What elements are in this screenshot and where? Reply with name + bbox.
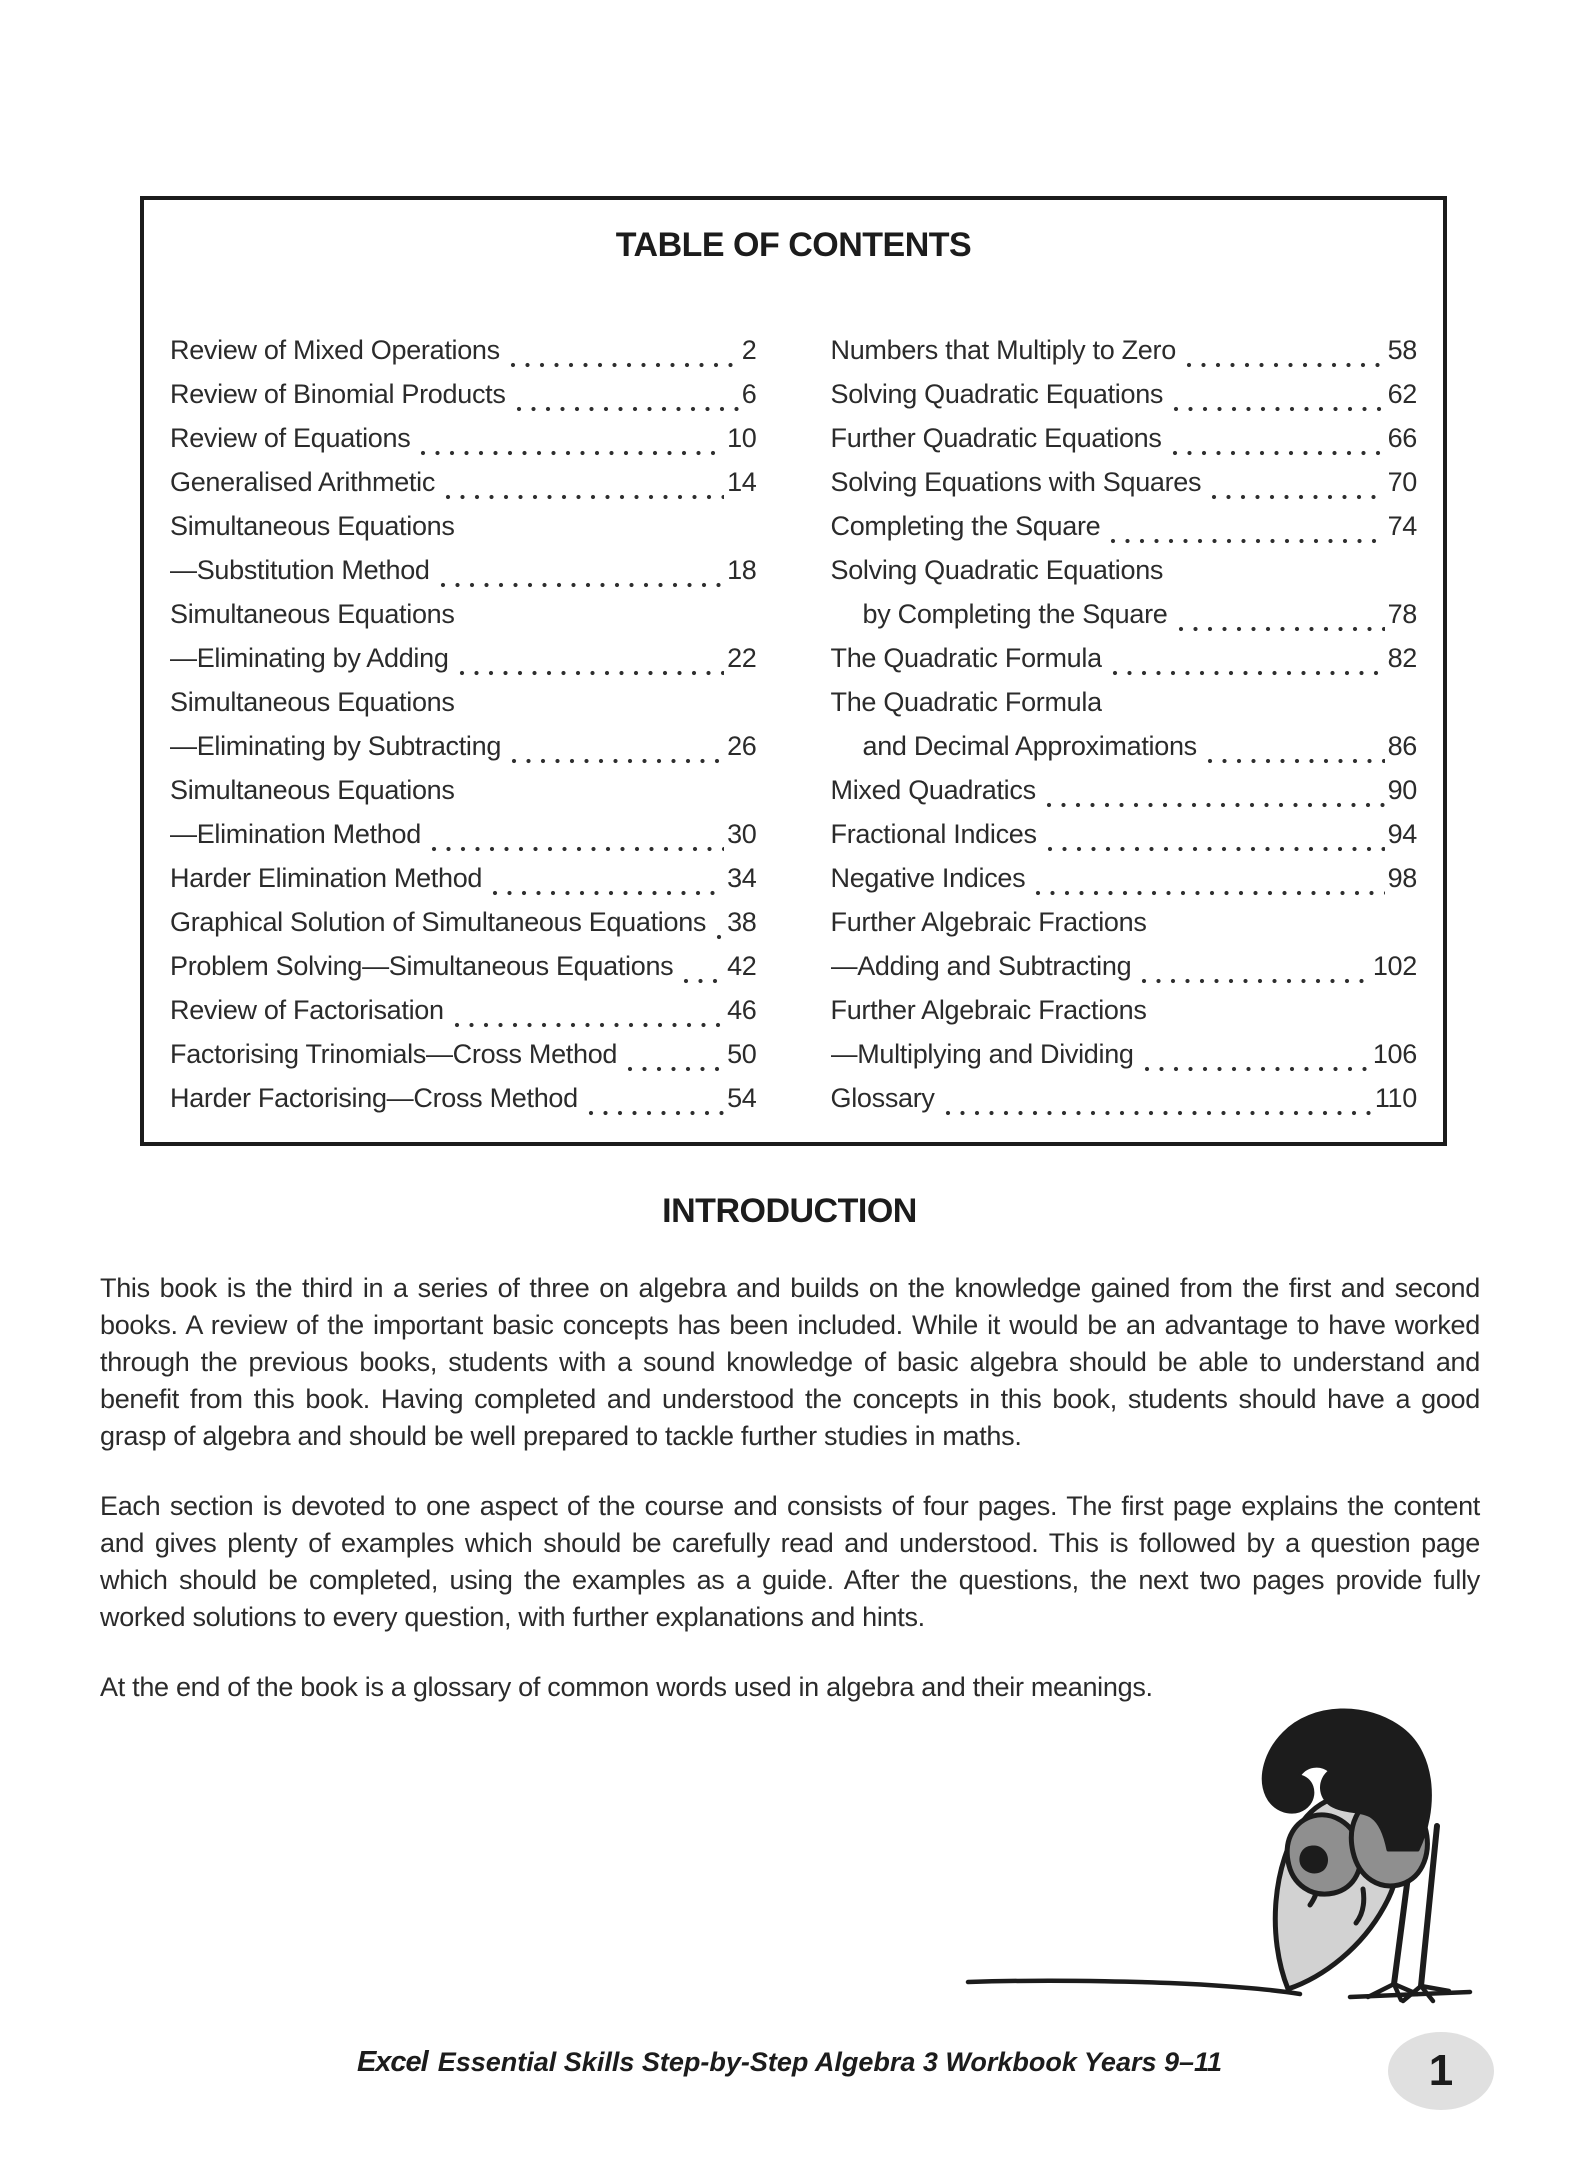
- introduction-paragraphs: [100, 1270, 1480, 1739]
- toc-entry-page: 22: [727, 643, 757, 673]
- toc-entry-page: 78: [1387, 599, 1417, 629]
- toc-entry: [170, 731, 757, 775]
- toc-entry: [170, 599, 757, 643]
- toc-entry-title: Harder Factorising—Cross Method: [170, 1083, 578, 1113]
- toc-entry-title: Problem Solving—Simultaneous Equations: [170, 951, 674, 981]
- toc-entry-title: Simultaneous Equations: [170, 687, 455, 717]
- toc-entry-title: Further Algebraic Fractions: [830, 907, 1147, 937]
- toc-entry-page: 66: [1387, 423, 1417, 453]
- toc-entry-page: 74: [1387, 511, 1417, 541]
- toc-leader-dots: [623, 1039, 724, 1083]
- toc-leader-dots: [1140, 1039, 1370, 1083]
- introduction-paragraph: Each section is devoted to one aspect of the course and consists of four pages. The first page explains the content and gives plenty of examples which should be carefully read and understood. This is followed by a question page which should be completed, using the examples as a guide. After the questions, the next two pages provide fully worked solutions to every question, with further explanations and hints.: [100, 1491, 1480, 1632]
- toc-entry-page: 98: [1387, 863, 1417, 893]
- toc-entry: [831, 379, 1418, 423]
- toc-leader-dots: [1031, 863, 1384, 907]
- toc-entry-title: —Adding and Subtracting: [830, 951, 1132, 981]
- toc-leader-dots: [1203, 731, 1385, 775]
- toc-entry-page: 54: [727, 1083, 757, 1113]
- toc-entry: [170, 643, 757, 687]
- toc-entry: [170, 1083, 757, 1127]
- toc-entry-page: 110: [1374, 1083, 1417, 1113]
- toc-column-right: [831, 335, 1418, 1127]
- toc-entry-page: 50: [727, 1039, 757, 1069]
- toc-entry-page: 34: [727, 863, 757, 893]
- toc-entry: [170, 819, 757, 863]
- introduction-paragraph: At the end of the book is a glossary of common words used in algebra and their meanings.: [100, 1672, 1153, 1702]
- toc-entry-title: Review of Equations: [170, 423, 411, 453]
- toc-entry-page: 46: [727, 995, 757, 1025]
- toc-entry-title: Simultaneous Equations: [170, 775, 455, 805]
- toc-leader-dots: [1106, 511, 1384, 555]
- toc-leader-dots: [1168, 423, 1385, 467]
- toc-leader-dots: [506, 335, 739, 379]
- toc-leader-dots: [455, 643, 725, 687]
- toc-entry-page: 10: [727, 423, 757, 453]
- toc-entry-page: 106: [1372, 1039, 1417, 1069]
- toc-title: TABLE OF CONTENTS: [615, 226, 972, 264]
- toc-entry: [831, 819, 1418, 863]
- toc-entry-page: 38: [727, 907, 757, 937]
- toc-entry: [831, 335, 1418, 379]
- toc-entry: [170, 775, 757, 819]
- toc-entry-title: Further Algebraic Fractions: [830, 995, 1147, 1025]
- toc-entry-title: —Multiplying and Dividing: [830, 1039, 1134, 1069]
- toc-leader-dots: [1207, 467, 1384, 511]
- toc-entry: [831, 423, 1418, 467]
- toc-entry-title: Solving Quadratic Equations: [830, 379, 1164, 409]
- toc-entry-page: 42: [727, 951, 757, 981]
- toc-leader-dots: [427, 819, 724, 863]
- toc-entry-title: Simultaneous Equations: [170, 599, 455, 629]
- toc-entry: [831, 643, 1418, 687]
- toc-entry: [170, 907, 757, 951]
- toc-entry-page: 18: [727, 555, 757, 585]
- toc-leader-dots: [1169, 379, 1384, 423]
- toc-entry-title: and Decimal Approximations: [862, 731, 1197, 761]
- toc-entry-page: 90: [1387, 775, 1417, 805]
- toc-entry-title: Glossary: [830, 1083, 935, 1113]
- toc-entry-title: The Quadratic Formula: [830, 687, 1102, 717]
- toc-leader-dots: [1043, 819, 1385, 863]
- toc-entry-title: Review of Mixed Operations: [170, 335, 500, 365]
- toc-entry-title: Review of Binomial Products: [170, 379, 506, 409]
- toc-entry-title: Mixed Quadratics: [830, 775, 1036, 805]
- toc-leader-dots: [679, 951, 724, 995]
- toc-entry-title: Generalised Arithmetic: [170, 467, 436, 497]
- toc-entry-title: The Quadratic Formula: [830, 643, 1102, 673]
- toc-entry: [170, 335, 757, 379]
- bird-witch-hat-pecking-ground-icon: [950, 1700, 1510, 2020]
- toc-entry-page: 26: [727, 731, 757, 761]
- toc-leader-dots: [416, 423, 724, 467]
- toc-entry-page: 62: [1387, 379, 1417, 409]
- toc-entry-title: —Eliminating by Adding: [170, 643, 449, 673]
- toc-leader-dots: [507, 731, 724, 775]
- toc-entry-page: 58: [1387, 335, 1417, 365]
- toc-entry: [170, 863, 757, 907]
- toc-entry: [831, 1083, 1418, 1127]
- introduction-paragraph: This book is the third in a series of three on algebra and builds on the knowledge gained from the first and second books. A review of the important basic concepts has been included. While it would be an advantage to have worked through the previous books, students with a sound knowledge of basic algebra should be able to understand and benefit from this book. Having completed and understood the concepts in this book, students should have a good grasp of algebra and should be well prepared to tackle further studies in maths.: [100, 1273, 1480, 1451]
- toc-leader-dots: [712, 907, 724, 951]
- toc-entry: [831, 907, 1418, 951]
- introduction-heading: INTRODUCTION: [662, 1192, 917, 1230]
- toc-entry-title: Solving Equations with Squares: [830, 467, 1202, 497]
- toc-leader-dots: [584, 1083, 724, 1127]
- toc-entry-page: 82: [1387, 643, 1417, 673]
- toc-entry: [831, 687, 1418, 731]
- excel-brand-logo: Excel: [356, 2046, 428, 2078]
- toc-entry: [170, 423, 757, 467]
- toc-entry: [831, 731, 1418, 775]
- toc-entry: [170, 687, 757, 731]
- toc-entry: [170, 995, 757, 1039]
- toc-entry: [831, 995, 1418, 1039]
- toc-entry-title: Negative Indices: [830, 863, 1026, 893]
- toc-column-left: [170, 335, 757, 1127]
- toc-entry-title: —Elimination Method: [170, 819, 421, 849]
- toc-entry: [831, 599, 1418, 643]
- page-number: 1: [1428, 2046, 1454, 2095]
- toc-leader-dots: [1042, 775, 1385, 819]
- toc-entry: [170, 1039, 757, 1083]
- toc-entry: [831, 775, 1418, 819]
- toc-entry-title: by Completing the Square: [862, 599, 1168, 629]
- toc-leader-dots: [941, 1083, 1372, 1127]
- toc-entry: [831, 951, 1418, 995]
- toc-entry: [831, 555, 1418, 599]
- toc-entry: [831, 511, 1418, 555]
- toc-entry-title: Fractional Indices: [830, 819, 1037, 849]
- toc-entry-page: 102: [1372, 951, 1417, 981]
- toc-columns: [170, 335, 1417, 1127]
- toc-entry-title: Solving Quadratic Equations: [830, 555, 1164, 585]
- toc-entry-title: Harder Elimination Method: [170, 863, 483, 893]
- toc-entry: [170, 951, 757, 995]
- toc-entry-title: Numbers that Multiply to Zero: [830, 335, 1176, 365]
- toc-entry: [170, 511, 757, 555]
- toc-entry: [831, 863, 1418, 907]
- toc-entry: [170, 467, 757, 511]
- toc-entry-title: —Substitution Method: [170, 555, 430, 585]
- toc-entry-page: 86: [1387, 731, 1417, 761]
- toc-entry-page: 2: [741, 335, 757, 365]
- toc-entry: [170, 379, 757, 423]
- toc-entry-title: Simultaneous Equations: [170, 511, 455, 541]
- toc-leader-dots: [450, 995, 724, 1039]
- toc-entry-page: 14: [727, 467, 757, 497]
- toc-entry: [831, 1039, 1418, 1083]
- page-number-badge: [1388, 2032, 1494, 2110]
- toc-entry-title: Further Quadratic Equations: [830, 423, 1162, 453]
- footer-series-title: Essential Skills Step-by-Step Algebra 3 Workbook Years 9–11: [437, 2047, 1223, 2077]
- toc-entry-title: Completing the Square: [830, 511, 1101, 541]
- toc-leader-dots: [1174, 599, 1385, 643]
- toc-leader-dots: [436, 555, 724, 599]
- footer: [0, 2046, 1579, 2079]
- toc-leader-dots: [1108, 643, 1385, 687]
- toc-entry: [170, 555, 757, 599]
- toc-leader-dots: [512, 379, 739, 423]
- toc-entry-page: 30: [727, 819, 757, 849]
- toc-entry-page: 94: [1387, 819, 1417, 849]
- toc-entry-page: 6: [741, 379, 757, 409]
- toc-entry-page: 70: [1387, 467, 1417, 497]
- toc-leader-dots: [441, 467, 724, 511]
- table-of-contents-box: [140, 196, 1447, 1146]
- toc-entry: [831, 467, 1418, 511]
- toc-entry-title: —Eliminating by Subtracting: [170, 731, 502, 761]
- toc-leader-dots: [488, 863, 724, 907]
- toc-entry-title: Review of Factorisation: [170, 995, 444, 1025]
- toc-leader-dots: [1137, 951, 1370, 995]
- bird-illustration-svg: [950, 1700, 1510, 2020]
- toc-entry-title: Factorising Trinomials—Cross Method: [170, 1039, 618, 1069]
- toc-leader-dots: [1182, 335, 1385, 379]
- toc-entry-title: Graphical Solution of Simultaneous Equations: [170, 907, 707, 937]
